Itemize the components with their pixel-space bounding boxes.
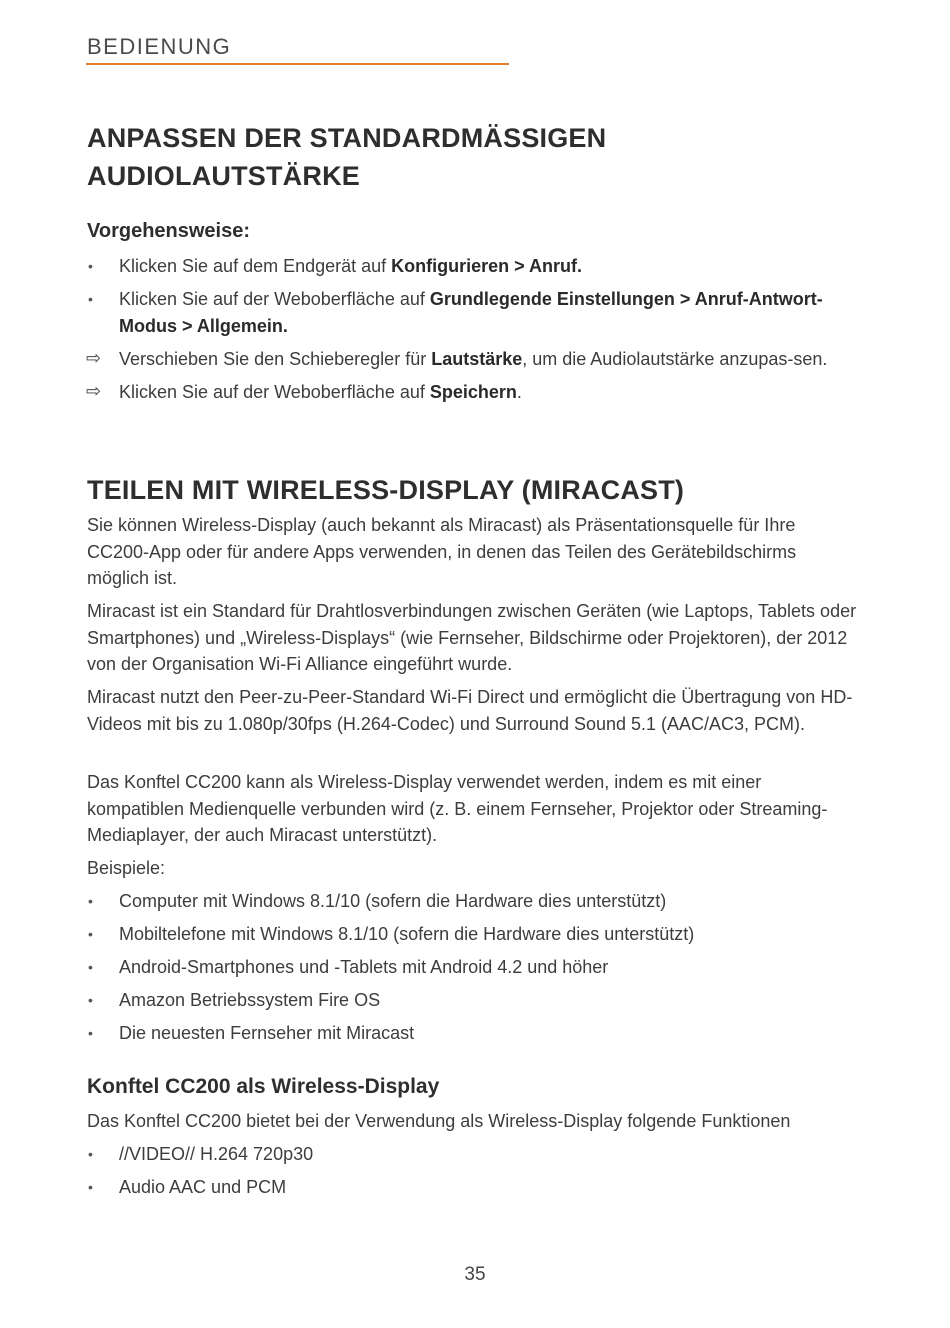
features-list [87,1141,857,1207]
list-item: • Android-Smartphones und -Tablets mit Android 4.2 und höher [87,954,857,981]
procedure-step: • Klicken Sie auf dem Endgerät auf Konfigurieren > Anruf. [87,253,857,280]
bullet-icon: • [88,1146,93,1162]
arrow-right-icon: ⇨ [86,347,102,368]
list-item: • Computer mit Windows 8.1/10 (sofern die Hardware dies unterstützt) [87,888,857,915]
examples-label: Beispiele: [87,858,166,878]
bullet-icon: • [88,258,93,274]
section-title-miracast: TEILEN MIT WIRELESS-DISPLAY (MIRACAST) [87,475,685,505]
paragraph: Das Konftel CC200 bietet bei der Verwendung als Wireless-Display folgende Funktionen [87,1111,791,1131]
list-item: • Mobiltelefone mit Windows 8.1/10 (sofern die Hardware dies unterstützt) [87,921,857,948]
paragraph: Miracast nutzt den Peer-zu-Peer-Standard Wi-Fi Direct und ermöglicht die Übertragung von HD-Videos mit bis zu 1.080p/30fps (H.264-Codec) und Surround Sound 5.1 (AAC/AC3, PCM). [87,687,853,734]
bullet-icon: • [88,992,93,1008]
bullet-icon: • [88,926,93,942]
header-rule [86,63,509,65]
paragraph: Miracast ist ein Standard für Drahtlosverbindungen zwischen Geräten (wie Laptops, Tablets oder Smartphones) und „Wireless-Displays“ (wie Fernseher, Bildschirme oder Projektoren), der 2012 von der Organisation Wi-Fi Alliance eingeführt wurde. [87,601,857,674]
bullet-icon: • [88,1025,93,1041]
list-item: • Audio AAC und PCM [87,1174,857,1201]
page-number: 35 [464,1264,486,1285]
arrow-right-icon: ⇨ [86,380,102,401]
procedure-step: ⇨ Klicken Sie auf der Weboberfläche auf Speichern. [87,379,857,406]
bullet-icon: • [88,1179,93,1195]
procedure-heading: Vorgehensweise: [87,220,251,242]
procedure-step: • Klicken Sie auf der Weboberfläche auf Grundlegende Einstellungen > Anruf-Antwort-Modus > Allgemein. [87,286,857,339]
bullet-icon: • [88,291,93,307]
list-item: • Amazon Betriebssystem Fire OS [87,987,857,1014]
subsection-title-wireless-display: Konftel CC200 als Wireless-Display [87,1075,440,1098]
bullet-icon: • [88,959,93,975]
procedure-step: ⇨ Verschieben Sie den Schieberegler für Lautstärke, um die Audiolautstärke anzupas-sen. [87,346,857,373]
list-item: • //VIDEO// H.264 720p30 [87,1141,857,1168]
section-title-audio-volume: ANPASSEN DER STANDARDMÄSSIGEN AUDIOLAUTSTÄRKE [87,123,607,191]
running-header: BEDIENUNG [87,34,232,59]
list-item: • Die neuesten Fernseher mit Miracast [87,1020,857,1047]
bullet-icon: • [88,893,93,909]
examples-list [87,888,857,1053]
paragraph: Sie können Wireless-Display (auch bekannt als Miracast) als Präsentationsquelle für Ihre CC200-App oder für andere Apps verwenden, in denen das Teilen des Gerätebildschirms möglich ist. [87,515,797,588]
procedure-steps [87,253,857,412]
paragraph: Das Konftel CC200 kann als Wireless-Display verwendet werden, indem es mit einer kompatiblen Medienquelle verbunden wird (z. B. einem Fernseher, Projektor oder Streaming-Mediaplayer, der auch Miracast unterstützt). [87,772,828,845]
